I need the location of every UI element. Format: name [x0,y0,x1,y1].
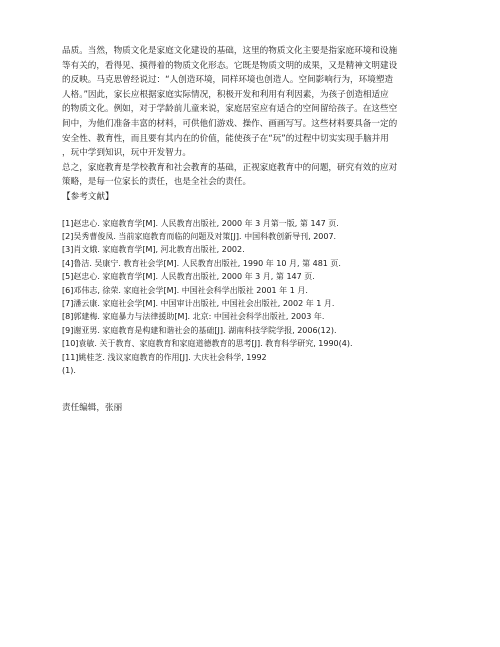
editor-credit: 责任编辑，张丽 [62,403,123,414]
references-list [62,217,444,378]
reference-item: [9]谢亚男. 家庭教育是构建和谐社会的基础[J]. 湖南科技学院学报, 2006(12). [62,325,337,335]
body-line: 总之，家庭教育是学校教育和社会教育的基础，正视家庭教育中的问题，研究有效的应对 [62,162,398,173]
body-line: ，玩中学到知识，玩中开发智力。 [62,148,191,159]
reference-item: [7]潘云康. 家庭社会学[M]. 中国审计出版社, 中国社会出版社, 2002 年 1 月. [62,298,335,308]
body-text [62,44,444,190]
reference-item: [11]姚桂芝. 浅议家庭教育的作用[J]. 大庆社会科学, 1992 [62,352,267,362]
body-line: 的反映。马克思曾经说过：“人创造环境，同样环境也创造人。空间影响行为，环境塑造 [62,75,394,86]
reference-item: [8]郭建梅. 家庭暴力与法律援助[M]. 北京: 中国社会科学出版社, 2003 年. [62,312,325,322]
reference-item: [10]袁敏. 关于教育、家庭教育和家庭道德教育的思考[J]. 教育科学研究, 1990(4). [62,339,353,349]
references-heading: 【参考文献】 [62,191,114,202]
reference-item: [5]赵忠心. 家庭教育学[M]. 人民教育出版社, 2000 年 3 月, 第 147 页. [62,272,315,282]
body-line: 等有关的，看得见、摸得着的物质文化形态。它既是物质文明的成果，又是精神文明建设 [62,60,398,71]
body-line: 安全性、教育性，而且要有其内在的价值，能使孩子在“玩”的过程中切实实现手脑并用 [62,133,389,144]
body-line: 间中，为他们准备丰富的材料，可供他们游戏、操作、画画写写。这些材料要具备一定的 [62,118,398,129]
document-page [62,44,444,415]
reference-item: [2]吴秀曹俊凤. 当前家庭教育而临的问题及对策[J]. 中国科教创新导刊, 2007. [62,231,337,241]
reference-item: [4]鲁洁. 吴康宁. 教育社会学[M]. 人民教育出版社, 1990 年 10 月, 第 481 页. [62,258,341,268]
body-line: 的物质文化。例如，对于学龄前儿童来说，家庭居室应有适合的空间留给孩子。在这些空 [62,104,398,115]
body-line: 策略，是每一位家长的责任，也是全社会的责任。 [62,177,252,188]
body-line: 人格。”因此，家长应根据家庭实际情况，积极开发和利用有利因素，为孩子创造相适应 [62,89,389,100]
reference-item: [6]邓伟志, 徐荣. 家庭社会学[M]. 中国社会科学出版社 2001 年 1 月. [62,285,308,295]
body-line: 品质。当然，物质文化是家庭文化建设的基础，这里的物质文化主要是指家庭环境和设施 [62,46,398,56]
reference-item: [1]赵忠心. 家庭教育学[M]. 人民教育出版社, 2000 年 3 月第一版, 第 147 页. [62,218,339,228]
reference-item: (1). [62,366,76,375]
reference-item: [3]肖文娥. 家庭教育学[M], 河北教育出版社, 2002. [62,245,245,255]
